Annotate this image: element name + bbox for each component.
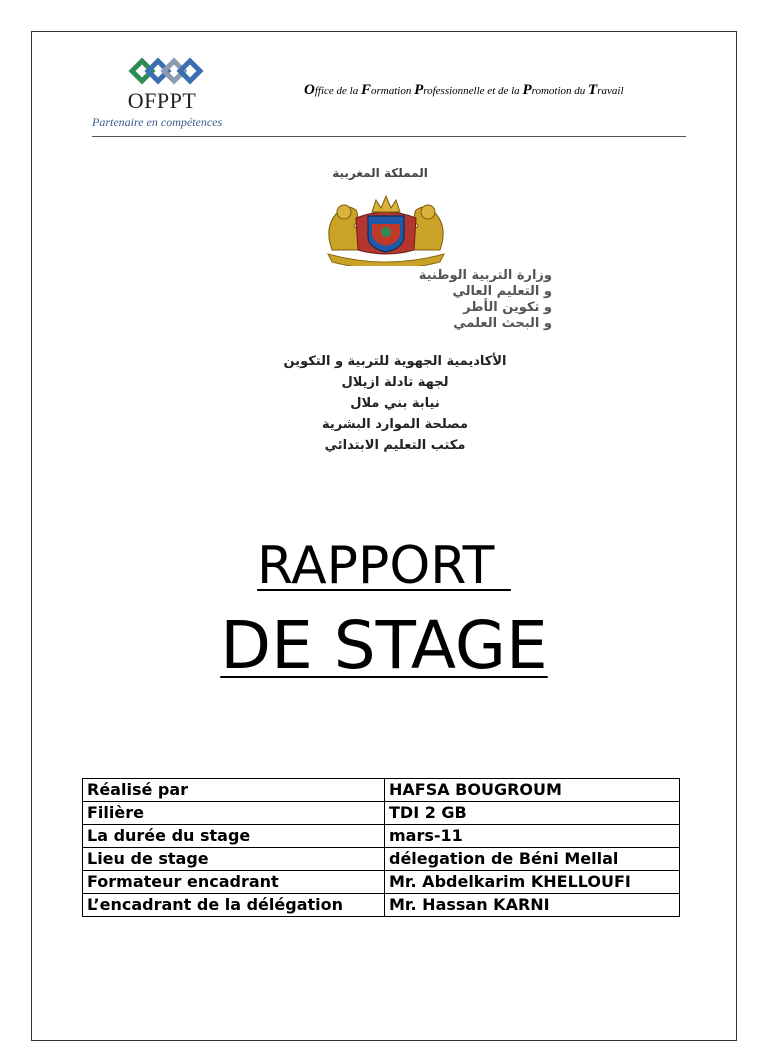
coat-of-arms-icon bbox=[318, 188, 454, 266]
table-row bbox=[83, 802, 680, 825]
internship-info-table bbox=[82, 778, 680, 917]
report-title-line2 bbox=[0, 606, 768, 686]
row-label: L’encadrant de la délégation bbox=[83, 894, 385, 917]
office-word: ormation bbox=[370, 85, 415, 97]
office-word: ravail bbox=[597, 85, 624, 97]
row-label: Formateur encadrant bbox=[83, 871, 385, 894]
admin-line: مصلحة الموارد البشرية bbox=[321, 417, 468, 432]
ofppt-logo-mark-icon bbox=[128, 54, 206, 88]
table-row bbox=[83, 848, 680, 871]
office-initial: T bbox=[588, 82, 598, 98]
office-word: romotion du bbox=[531, 85, 589, 97]
office-initial: P bbox=[414, 82, 424, 98]
logo-tagline: Partenaire en compétences bbox=[92, 115, 223, 129]
office-full-name bbox=[304, 82, 624, 99]
row-label: La durée du stage bbox=[83, 825, 385, 848]
row-value: délegation de Béni Mellal bbox=[385, 848, 680, 871]
office-initial: F bbox=[360, 82, 371, 98]
office-initial: O bbox=[304, 82, 315, 98]
report-title-text: RAPPORT bbox=[257, 536, 511, 596]
ministry-line: و البحث العلمي bbox=[453, 316, 552, 331]
admin-line: لجهة تادلة ازيلال bbox=[341, 375, 449, 390]
office-initial: P bbox=[522, 82, 532, 98]
logo-name: OFPPT bbox=[127, 88, 197, 113]
ministry-line: و التعليم العالي bbox=[452, 284, 552, 299]
report-title-line1 bbox=[0, 534, 768, 598]
row-value: mars-11 bbox=[385, 825, 680, 848]
table-row bbox=[83, 825, 680, 848]
row-value: Mr. Abdelkarim KHELLOUFI bbox=[385, 871, 680, 894]
table-row bbox=[83, 894, 680, 917]
office-word: ffice de la bbox=[314, 85, 361, 97]
header-divider bbox=[92, 136, 686, 137]
report-subtitle-text: DE STAGE bbox=[220, 607, 548, 684]
row-label: Filière bbox=[83, 802, 385, 825]
table-row bbox=[83, 779, 680, 802]
table-row bbox=[83, 871, 680, 894]
kingdom-name: المملكة المغربية bbox=[332, 166, 428, 180]
ministry-line: و تكوين الأطر bbox=[463, 300, 552, 315]
office-word: rofessionnelle et de la bbox=[423, 85, 523, 97]
ministry-name bbox=[230, 268, 552, 332]
row-value: TDI 2 GB bbox=[385, 802, 680, 825]
admin-line: مكتب التعليم الابتدائي bbox=[324, 438, 466, 453]
administration-lines bbox=[250, 351, 540, 456]
row-label: Lieu de stage bbox=[83, 848, 385, 871]
ofppt-logo bbox=[92, 52, 242, 132]
row-value: HAFSA BOUGROUM bbox=[385, 779, 680, 802]
row-label: Réalisé par bbox=[83, 779, 385, 802]
admin-line: الأكاديمية الجهوية للتربية و التكوين bbox=[283, 354, 507, 369]
ministry-line: وزارة التربية الوطنية bbox=[418, 268, 552, 283]
admin-line: نيابة بني ملال bbox=[350, 396, 440, 411]
row-value: Mr. Hassan KARNI bbox=[385, 894, 680, 917]
